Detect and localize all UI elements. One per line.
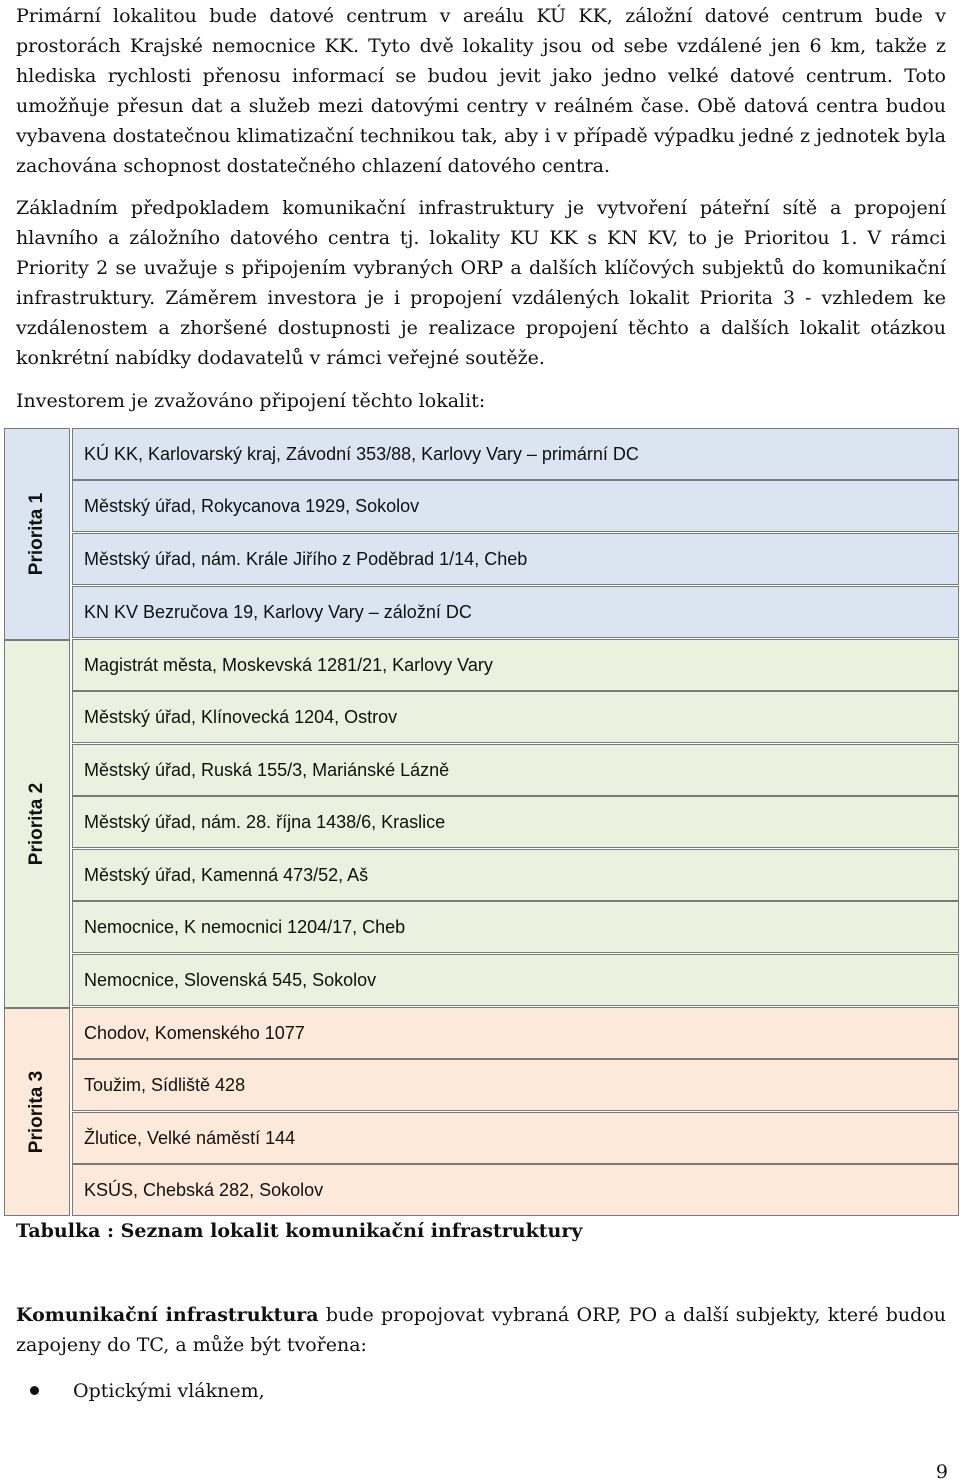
- priority-1-label: Priorita 1: [26, 492, 47, 576]
- table-row: Chodov, Komenského 1077: [72, 1007, 959, 1059]
- intro-paragraph: Primární lokalitou bude datové centrum v areálu KÚ KK, záložní datové centrum bude v prostorách Krajské nemocnice KK. Tyto dvě lokality jsou od sebe vzdálené jen 6 km, takže z hlediska rychlosti přenosu informací se budou jevit jako jedno velké datové centrum. Toto umožňuje přesun dat a služeb mezi datovými centry v reálném čase. Obě datová centra budou vybavena dostatečnou klimatizační technikou tak, aby i v případě výpadku jedné z jednotek byla zachována schopnost dostatečného chlazení datového centra.: [16, 5, 946, 177]
- locations-intro: Investorem je zvažováno připojení těchto lokalit:: [16, 390, 486, 412]
- table-row: Žlutice, Velké náměstí 144: [72, 1112, 959, 1164]
- table-row: Městský úřad, nám. Krále Jiřího z Poděbrad 1/14, Cheb: [72, 533, 959, 585]
- communication-paragraph: [16, 1300, 946, 1360]
- table-caption: Tabulka : Seznam lokalit komunikační infrastruktury: [16, 1220, 583, 1242]
- bullet-icon: [30, 1386, 39, 1395]
- paragraph-text: bude propojovat vybraná ORP, PO a další subjekty, které budou zapojeny do TC, a může být tvořena:: [16, 1304, 947, 1356]
- infrastructure-paragraph: Základním předpokladem komunikační infrastruktury je vytvoření páteřní sítě a propojení hlavního a záložního datového centra tj. lokality KU KK s KN KV, to je Prioritou 1. V rámci Priority 2 se uvažuje s připojením vybraných ORP a dalších klíčových subjektů do komunikační infrastruktury. Záměrem investora je i propojení vzdálených lokalit Priorita 3 - vzhledem ke vzdálenostem a zhoršené dostupnosti je realizace propojení těchto a dalších lokalit otázkou konkrétní nabídky dodavatelů v rámci veřejné soutěže.: [16, 197, 946, 369]
- locations-table: [4, 428, 959, 1216]
- table-row: Městský úřad, Rokycanova 1929, Sokolov: [72, 480, 959, 532]
- table-row: Městský úřad, Ruská 155/3, Mariánské Lázně: [72, 744, 959, 796]
- list-item-text: Optickými vláknem,: [73, 1380, 265, 1402]
- priority-2-label: Priorita 2: [26, 782, 47, 866]
- bold-term: Komunikační infrastruktura: [16, 1304, 319, 1326]
- priority-3-label: Priorita 3: [26, 1070, 47, 1154]
- table-row: Nemocnice, K nemocnici 1204/17, Cheb: [72, 901, 959, 953]
- table-row: Nemocnice, Slovenská 545, Sokolov: [72, 954, 959, 1006]
- page-number: 9: [935, 1461, 948, 1483]
- table-row: KN KV Bezručova 19, Karlovy Vary – záložní DC: [72, 586, 959, 638]
- priority-2-cell: [4, 640, 70, 1008]
- table-row: Městský úřad, Kamenná 473/52, Aš: [72, 849, 959, 901]
- table-row: KÚ KK, Karlovarský kraj, Závodní 353/88, Karlovy Vary – primární DC: [72, 428, 959, 480]
- table-row: KSÚS, Chebská 282, Sokolov: [72, 1164, 959, 1216]
- table-row: Magistrát města, Moskevská 1281/21, Karlovy Vary: [72, 639, 959, 691]
- table-row: Městský úřad, Klínovecká 1204, Ostrov: [72, 691, 959, 743]
- table-row: Městský úřad, nám. 28. října 1438/6, Kraslice: [72, 796, 959, 848]
- table-row: Toužim, Sídliště 428: [72, 1059, 959, 1111]
- priority-3-cell: [4, 1008, 70, 1216]
- priority-1-cell: [4, 428, 70, 640]
